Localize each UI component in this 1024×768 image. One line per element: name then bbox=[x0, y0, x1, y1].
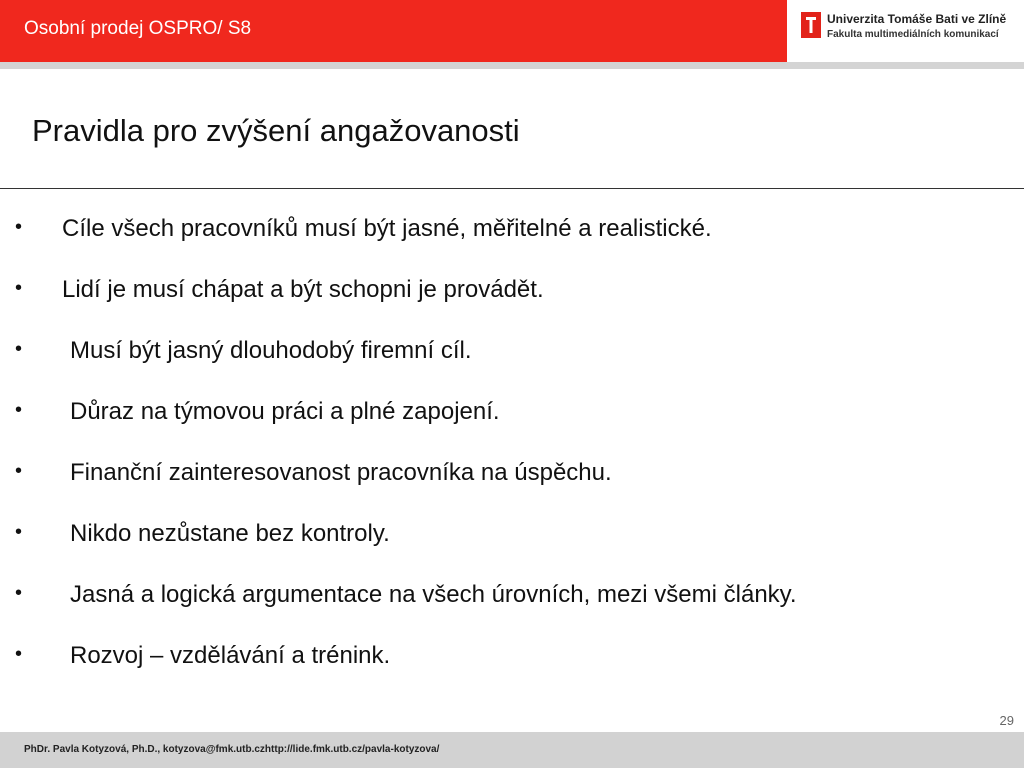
bullet-text: Důraz na týmovou práci a plné zapojení. bbox=[70, 398, 500, 425]
bullet-marker: • bbox=[15, 399, 23, 421]
list-item bbox=[0, 330, 1024, 391]
bullet-marker: • bbox=[15, 582, 23, 604]
bullet-marker: • bbox=[15, 216, 23, 238]
footer-author-contact: PhDr. Pavla Kotyzová, Ph.D., kotyzova@fmk.utb.czhttp://lide.fmk.utb.cz/pavla-kotyzova/ bbox=[24, 744, 440, 755]
utb-logo-icon bbox=[801, 12, 821, 38]
bullet-marker: • bbox=[15, 643, 23, 665]
header-divider bbox=[0, 62, 1024, 69]
course-title: Osobní prodej OSPRO/ S8 bbox=[24, 18, 252, 39]
list-item bbox=[0, 452, 1024, 513]
header-band bbox=[0, 0, 787, 62]
bullet-text: Rozvoj – vzdělávání a trénink. bbox=[70, 642, 391, 669]
bullet-text: Musí být jasný dlouhodobý firemní cíl. bbox=[70, 337, 472, 364]
bullet-list bbox=[0, 208, 1024, 696]
university-logo bbox=[787, 0, 1024, 62]
list-item bbox=[0, 391, 1024, 452]
bullet-text: Jasná a logická argumentace na všech úrovních, mezi všemi články. bbox=[70, 581, 797, 608]
slide-title: Pravidla pro zvýšení angažovanosti bbox=[32, 113, 520, 148]
bullet-marker: • bbox=[15, 460, 23, 482]
logo-faculty-name: Fakulta multimediálních komunikací bbox=[827, 29, 999, 40]
footer bbox=[0, 732, 1024, 768]
bullet-text: Nikdo nezůstane bez kontroly. bbox=[70, 520, 390, 547]
bullet-text: Lidí je musí chápat a být schopni je provádět. bbox=[62, 276, 544, 303]
logo-university-name: Univerzita Tomáše Bati ve Zlíně bbox=[827, 12, 1007, 26]
list-item bbox=[0, 513, 1024, 574]
list-item bbox=[0, 208, 1024, 269]
bullet-text: Cíle všech pracovníků musí být jasné, měřitelné a realistické. bbox=[62, 215, 712, 242]
bullet-marker: • bbox=[15, 338, 23, 360]
list-item bbox=[0, 269, 1024, 330]
list-item bbox=[0, 635, 1024, 696]
bullet-text: Finanční zainteresovanost pracovníka na úspěchu. bbox=[70, 459, 612, 486]
bullet-marker: • bbox=[15, 521, 23, 543]
title-rule bbox=[0, 188, 1024, 189]
page-number: 29 bbox=[999, 713, 1014, 728]
bullet-marker: • bbox=[15, 277, 23, 299]
list-item bbox=[0, 574, 1024, 635]
